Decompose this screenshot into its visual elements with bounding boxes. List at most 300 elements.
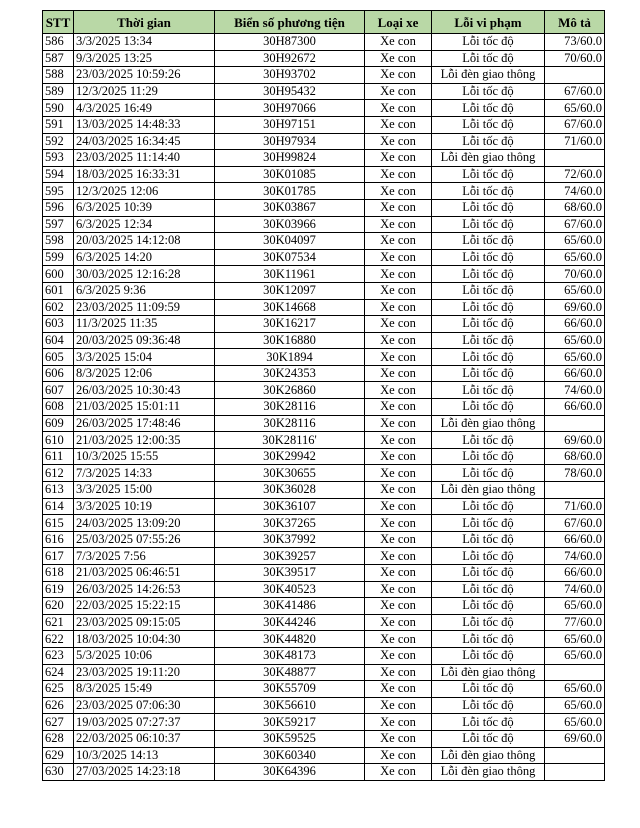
table-row	[43, 747, 605, 764]
cell-violation: Lỗi tốc độ	[432, 548, 545, 565]
table-row	[43, 764, 605, 781]
cell-plate: 30K03966	[215, 216, 365, 233]
cell-description: 66/60.0	[545, 316, 605, 333]
cell-stt: 609	[43, 415, 74, 432]
table-row	[43, 316, 605, 333]
table-header	[43, 11, 605, 34]
table-row	[43, 432, 605, 449]
cell-time: 10/3/2025 15:55	[74, 448, 215, 465]
cell-violation: Lỗi tốc độ	[432, 614, 545, 631]
cell-description: 70/60.0	[545, 266, 605, 283]
cell-time: 6/3/2025 14:20	[74, 249, 215, 266]
cell-stt: 590	[43, 100, 74, 117]
cell-vehicle-type: Xe con	[365, 199, 432, 216]
cell-description: 65/60.0	[545, 631, 605, 648]
table-row	[43, 498, 605, 515]
cell-vehicle-type: Xe con	[365, 116, 432, 133]
table-row	[43, 349, 605, 366]
cell-stt: 622	[43, 631, 74, 648]
table-row	[43, 150, 605, 167]
cell-stt: 625	[43, 681, 74, 698]
cell-plate: 30K36028	[215, 482, 365, 499]
cell-time: 3/3/2025 10:19	[74, 498, 215, 515]
cell-violation: Lỗi tốc độ	[432, 249, 545, 266]
cell-time: 7/3/2025 14:33	[74, 465, 215, 482]
cell-time: 18/03/2025 16:33:31	[74, 166, 215, 183]
cell-violation: Lỗi tốc độ	[432, 565, 545, 582]
cell-time: 19/03/2025 07:27:37	[74, 714, 215, 731]
cell-time: 22/03/2025 06:10:37	[74, 730, 215, 747]
cell-plate: 30K07534	[215, 249, 365, 266]
cell-time: 3/3/2025 13:34	[74, 34, 215, 51]
cell-plate: 30K48877	[215, 664, 365, 681]
cell-stt: 604	[43, 332, 74, 349]
cell-description: 74/60.0	[545, 581, 605, 598]
cell-stt: 608	[43, 399, 74, 416]
cell-plate: 30K39257	[215, 548, 365, 565]
table-row	[43, 399, 605, 416]
cell-violation: Lỗi tốc độ	[432, 316, 545, 333]
cell-description: 65/60.0	[545, 349, 605, 366]
cell-plate: 30K64396	[215, 764, 365, 781]
cell-violation: Lỗi đèn giao thông	[432, 67, 545, 84]
cell-plate: 30K11961	[215, 266, 365, 283]
table-row	[43, 83, 605, 100]
cell-violation: Lỗi tốc độ	[432, 166, 545, 183]
header-time: Thời gian	[74, 11, 215, 34]
cell-violation: Lỗi tốc độ	[432, 681, 545, 698]
cell-time: 23/03/2025 10:59:26	[74, 67, 215, 84]
cell-violation: Lỗi tốc độ	[432, 631, 545, 648]
cell-vehicle-type: Xe con	[365, 482, 432, 499]
cell-stt: 620	[43, 598, 74, 615]
cell-violation: Lỗi tốc độ	[432, 83, 545, 100]
cell-violation: Lỗi tốc độ	[432, 382, 545, 399]
cell-vehicle-type: Xe con	[365, 565, 432, 582]
cell-stt: 606	[43, 365, 74, 382]
cell-violation: Lỗi tốc độ	[432, 199, 545, 216]
cell-vehicle-type: Xe con	[365, 365, 432, 382]
cell-plate: 30K44246	[215, 614, 365, 631]
cell-stt: 605	[43, 349, 74, 366]
cell-time: 26/03/2025 17:48:46	[74, 415, 215, 432]
cell-plate: 30K04097	[215, 233, 365, 250]
cell-stt: 614	[43, 498, 74, 515]
cell-vehicle-type: Xe con	[365, 266, 432, 283]
cell-violation: Lỗi tốc độ	[432, 332, 545, 349]
table-row	[43, 614, 605, 631]
cell-stt: 616	[43, 531, 74, 548]
cell-stt: 591	[43, 116, 74, 133]
cell-vehicle-type: Xe con	[365, 531, 432, 548]
cell-stt: 611	[43, 448, 74, 465]
cell-vehicle-type: Xe con	[365, 415, 432, 432]
cell-description: 71/60.0	[545, 498, 605, 515]
cell-time: 10/3/2025 14:13	[74, 747, 215, 764]
table-row	[43, 266, 605, 283]
table-row	[43, 216, 605, 233]
cell-violation: Lỗi tốc độ	[432, 697, 545, 714]
cell-vehicle-type: Xe con	[365, 581, 432, 598]
cell-plate: 30H92672	[215, 50, 365, 67]
cell-vehicle-type: Xe con	[365, 399, 432, 416]
cell-plate: 30K26860	[215, 382, 365, 399]
cell-vehicle-type: Xe con	[365, 50, 432, 67]
cell-plate: 30K28116	[215, 399, 365, 416]
cell-violation: Lỗi tốc độ	[432, 100, 545, 117]
cell-plate: 30H97934	[215, 133, 365, 150]
cell-description: 73/60.0	[545, 34, 605, 51]
cell-time: 18/03/2025 10:04:30	[74, 631, 215, 648]
cell-plate: 30K30655	[215, 465, 365, 482]
cell-plate: 30K48173	[215, 647, 365, 664]
cell-time: 21/03/2025 12:00:35	[74, 432, 215, 449]
cell-description	[545, 150, 605, 167]
table-row	[43, 233, 605, 250]
cell-plate: 30H97066	[215, 100, 365, 117]
cell-stt: 629	[43, 747, 74, 764]
cell-vehicle-type: Xe con	[365, 548, 432, 565]
cell-plate: 30K12097	[215, 282, 365, 299]
cell-time: 3/3/2025 15:04	[74, 349, 215, 366]
table-row	[43, 647, 605, 664]
cell-vehicle-type: Xe con	[365, 664, 432, 681]
cell-description: 69/60.0	[545, 299, 605, 316]
cell-vehicle-type: Xe con	[365, 67, 432, 84]
cell-violation: Lỗi tốc độ	[432, 282, 545, 299]
cell-time: 3/3/2025 15:00	[74, 482, 215, 499]
cell-plate: 30K16880	[215, 332, 365, 349]
cell-plate: 30H87300	[215, 34, 365, 51]
violations-table	[42, 10, 605, 781]
cell-stt: 599	[43, 249, 74, 266]
cell-violation: Lỗi tốc độ	[432, 498, 545, 515]
cell-time: 7/3/2025 7:56	[74, 548, 215, 565]
cell-time: 9/3/2025 13:25	[74, 50, 215, 67]
table-row	[43, 697, 605, 714]
cell-vehicle-type: Xe con	[365, 764, 432, 781]
cell-description: 74/60.0	[545, 183, 605, 200]
cell-violation: Lỗi tốc độ	[432, 365, 545, 382]
cell-description: 68/60.0	[545, 448, 605, 465]
cell-time: 23/03/2025 11:14:40	[74, 150, 215, 167]
table-row	[43, 249, 605, 266]
cell-stt: 624	[43, 664, 74, 681]
table-row	[43, 34, 605, 51]
cell-vehicle-type: Xe con	[365, 133, 432, 150]
cell-plate: 30K1894	[215, 349, 365, 366]
cell-time: 25/03/2025 07:55:26	[74, 531, 215, 548]
cell-stt: 613	[43, 482, 74, 499]
cell-time: 5/3/2025 10:06	[74, 647, 215, 664]
cell-stt: 630	[43, 764, 74, 781]
cell-stt: 626	[43, 697, 74, 714]
cell-stt: 592	[43, 133, 74, 150]
cell-vehicle-type: Xe con	[365, 183, 432, 200]
header-stt: STT	[43, 11, 74, 34]
table-row	[43, 50, 605, 67]
cell-vehicle-type: Xe con	[365, 34, 432, 51]
header-violation: Lỗi vi phạm	[432, 11, 545, 34]
cell-time: 20/03/2025 14:12:08	[74, 233, 215, 250]
cell-violation: Lỗi tốc độ	[432, 266, 545, 283]
cell-vehicle-type: Xe con	[365, 282, 432, 299]
cell-time: 13/03/2025 14:48:33	[74, 116, 215, 133]
cell-stt: 593	[43, 150, 74, 167]
cell-description: 74/60.0	[545, 548, 605, 565]
table-row	[43, 565, 605, 582]
cell-violation: Lỗi tốc độ	[432, 116, 545, 133]
cell-vehicle-type: Xe con	[365, 150, 432, 167]
cell-description: 65/60.0	[545, 249, 605, 266]
table-row	[43, 67, 605, 84]
table-row	[43, 365, 605, 382]
cell-description: 65/60.0	[545, 282, 605, 299]
table-row	[43, 664, 605, 681]
cell-violation: Lỗi đèn giao thông	[432, 664, 545, 681]
cell-description: 69/60.0	[545, 432, 605, 449]
cell-stt: 600	[43, 266, 74, 283]
cell-plate: 30K40523	[215, 581, 365, 598]
cell-description: 65/60.0	[545, 647, 605, 664]
cell-vehicle-type: Xe con	[365, 747, 432, 764]
cell-description: 65/60.0	[545, 681, 605, 698]
cell-vehicle-type: Xe con	[365, 614, 432, 631]
table-row	[43, 482, 605, 499]
cell-plate: 30K16217	[215, 316, 365, 333]
cell-plate: 30K60340	[215, 747, 365, 764]
cell-plate: 30H95432	[215, 83, 365, 100]
cell-time: 20/03/2025 09:36:48	[74, 332, 215, 349]
cell-vehicle-type: Xe con	[365, 465, 432, 482]
cell-violation: Lỗi tốc độ	[432, 448, 545, 465]
cell-stt: 587	[43, 50, 74, 67]
cell-description: 65/60.0	[545, 598, 605, 615]
table-row	[43, 581, 605, 598]
cell-vehicle-type: Xe con	[365, 166, 432, 183]
table-row	[43, 465, 605, 482]
table-row	[43, 133, 605, 150]
table-row	[43, 299, 605, 316]
cell-description	[545, 415, 605, 432]
cell-plate: 30K41486	[215, 598, 365, 615]
table-row	[43, 681, 605, 698]
cell-time: 26/03/2025 10:30:43	[74, 382, 215, 399]
cell-description: 69/60.0	[545, 730, 605, 747]
table-row	[43, 531, 605, 548]
cell-vehicle-type: Xe con	[365, 730, 432, 747]
cell-description: 74/60.0	[545, 382, 605, 399]
cell-plate: 30H97151	[215, 116, 365, 133]
cell-violation: Lỗi tốc độ	[432, 531, 545, 548]
cell-description: 68/60.0	[545, 199, 605, 216]
cell-vehicle-type: Xe con	[365, 316, 432, 333]
cell-stt: 594	[43, 166, 74, 183]
cell-stt: 597	[43, 216, 74, 233]
cell-stt: 615	[43, 515, 74, 532]
cell-description: 66/60.0	[545, 365, 605, 382]
cell-description: 77/60.0	[545, 614, 605, 631]
table-row	[43, 382, 605, 399]
cell-stt: 603	[43, 316, 74, 333]
cell-description: 67/60.0	[545, 216, 605, 233]
cell-time: 8/3/2025 15:49	[74, 681, 215, 698]
cell-time: 23/03/2025 19:11:20	[74, 664, 215, 681]
cell-description: 65/60.0	[545, 233, 605, 250]
cell-vehicle-type: Xe con	[365, 681, 432, 698]
cell-description: 66/60.0	[545, 565, 605, 582]
cell-plate: 30K59217	[215, 714, 365, 731]
cell-description: 66/60.0	[545, 399, 605, 416]
cell-plate: 30K01085	[215, 166, 365, 183]
table-row	[43, 116, 605, 133]
cell-stt: 627	[43, 714, 74, 731]
cell-vehicle-type: Xe con	[365, 83, 432, 100]
cell-vehicle-type: Xe con	[365, 515, 432, 532]
cell-stt: 601	[43, 282, 74, 299]
cell-plate: 30K36107	[215, 498, 365, 515]
table-row	[43, 448, 605, 465]
cell-stt: 598	[43, 233, 74, 250]
cell-description	[545, 664, 605, 681]
cell-vehicle-type: Xe con	[365, 332, 432, 349]
cell-violation: Lỗi tốc độ	[432, 399, 545, 416]
cell-vehicle-type: Xe con	[365, 299, 432, 316]
table-row	[43, 166, 605, 183]
cell-description: 65/60.0	[545, 100, 605, 117]
cell-vehicle-type: Xe con	[365, 631, 432, 648]
cell-stt: 619	[43, 581, 74, 598]
cell-violation: Lỗi tốc độ	[432, 349, 545, 366]
cell-violation: Lỗi đèn giao thông	[432, 415, 545, 432]
cell-time: 21/03/2025 15:01:11	[74, 399, 215, 416]
cell-time: 11/3/2025 11:35	[74, 316, 215, 333]
cell-description: 65/60.0	[545, 697, 605, 714]
cell-description: 78/60.0	[545, 465, 605, 482]
cell-vehicle-type: Xe con	[365, 498, 432, 515]
cell-plate: 30K55709	[215, 681, 365, 698]
cell-vehicle-type: Xe con	[365, 349, 432, 366]
header-row	[43, 11, 605, 34]
cell-time: 4/3/2025 16:49	[74, 100, 215, 117]
cell-violation: Lỗi tốc độ	[432, 133, 545, 150]
cell-time: 24/03/2025 16:34:45	[74, 133, 215, 150]
cell-plate: 30K56610	[215, 697, 365, 714]
cell-stt: 602	[43, 299, 74, 316]
table-row	[43, 415, 605, 432]
cell-plate: 30H99824	[215, 150, 365, 167]
cell-stt: 607	[43, 382, 74, 399]
cell-description: 71/60.0	[545, 133, 605, 150]
table-body	[43, 34, 605, 781]
cell-vehicle-type: Xe con	[365, 714, 432, 731]
cell-plate: 30K44820	[215, 631, 365, 648]
cell-time: 23/03/2025 07:06:30	[74, 697, 215, 714]
cell-plate: 30K01785	[215, 183, 365, 200]
cell-violation: Lỗi tốc độ	[432, 183, 545, 200]
cell-plate: 30H93702	[215, 67, 365, 84]
cell-description: 67/60.0	[545, 116, 605, 133]
cell-time: 22/03/2025 15:22:15	[74, 598, 215, 615]
cell-violation: Lỗi tốc độ	[432, 647, 545, 664]
table-row	[43, 100, 605, 117]
cell-time: 12/3/2025 11:29	[74, 83, 215, 100]
cell-violation: Lỗi tốc độ	[432, 730, 545, 747]
table-row	[43, 332, 605, 349]
cell-description: 67/60.0	[545, 83, 605, 100]
cell-violation: Lỗi tốc độ	[432, 50, 545, 67]
cell-stt: 617	[43, 548, 74, 565]
cell-description	[545, 67, 605, 84]
table-row	[43, 282, 605, 299]
cell-time: 24/03/2025 13:09:20	[74, 515, 215, 532]
table-row	[43, 548, 605, 565]
cell-stt: 618	[43, 565, 74, 582]
header-plate: Biển số phương tiện	[215, 11, 365, 34]
cell-description: 70/60.0	[545, 50, 605, 67]
table-row	[43, 714, 605, 731]
cell-description: 65/60.0	[545, 332, 605, 349]
cell-plate: 30K37265	[215, 515, 365, 532]
cell-time: 23/03/2025 11:09:59	[74, 299, 215, 316]
cell-vehicle-type: Xe con	[365, 233, 432, 250]
cell-time: 21/03/2025 06:46:51	[74, 565, 215, 582]
cell-vehicle-type: Xe con	[365, 249, 432, 266]
cell-violation: Lỗi tốc độ	[432, 598, 545, 615]
cell-violation: Lỗi tốc độ	[432, 581, 545, 598]
table-row	[43, 183, 605, 200]
cell-description: 67/60.0	[545, 515, 605, 532]
cell-plate: 30K28116'	[215, 432, 365, 449]
cell-vehicle-type: Xe con	[365, 598, 432, 615]
cell-time: 6/3/2025 10:39	[74, 199, 215, 216]
cell-plate: 30K03867	[215, 199, 365, 216]
table-row	[43, 631, 605, 648]
cell-description: 72/60.0	[545, 166, 605, 183]
cell-stt: 621	[43, 614, 74, 631]
cell-time: 6/3/2025 9:36	[74, 282, 215, 299]
cell-vehicle-type: Xe con	[365, 432, 432, 449]
header-description: Mô tả	[545, 11, 605, 34]
cell-time: 12/3/2025 12:06	[74, 183, 215, 200]
cell-time: 8/3/2025 12:06	[74, 365, 215, 382]
header-vehicle-type: Loại xe	[365, 11, 432, 34]
cell-stt: 595	[43, 183, 74, 200]
cell-stt: 589	[43, 83, 74, 100]
cell-vehicle-type: Xe con	[365, 216, 432, 233]
table-row	[43, 199, 605, 216]
cell-plate: 30K28116	[215, 415, 365, 432]
cell-plate: 30K29942	[215, 448, 365, 465]
cell-stt: 623	[43, 647, 74, 664]
cell-violation: Lỗi tốc độ	[432, 432, 545, 449]
cell-time: 26/03/2025 14:26:53	[74, 581, 215, 598]
cell-plate: 30K14668	[215, 299, 365, 316]
cell-vehicle-type: Xe con	[365, 382, 432, 399]
cell-description	[545, 764, 605, 781]
cell-plate: 30K37992	[215, 531, 365, 548]
cell-violation: Lỗi tốc độ	[432, 515, 545, 532]
cell-time: 6/3/2025 12:34	[74, 216, 215, 233]
cell-plate: 30K59525	[215, 730, 365, 747]
cell-stt: 612	[43, 465, 74, 482]
cell-stt: 588	[43, 67, 74, 84]
cell-time: 27/03/2025 14:23:18	[74, 764, 215, 781]
cell-violation: Lỗi tốc độ	[432, 714, 545, 731]
cell-violation: Lỗi tốc độ	[432, 216, 545, 233]
cell-description: 66/60.0	[545, 531, 605, 548]
cell-stt: 628	[43, 730, 74, 747]
